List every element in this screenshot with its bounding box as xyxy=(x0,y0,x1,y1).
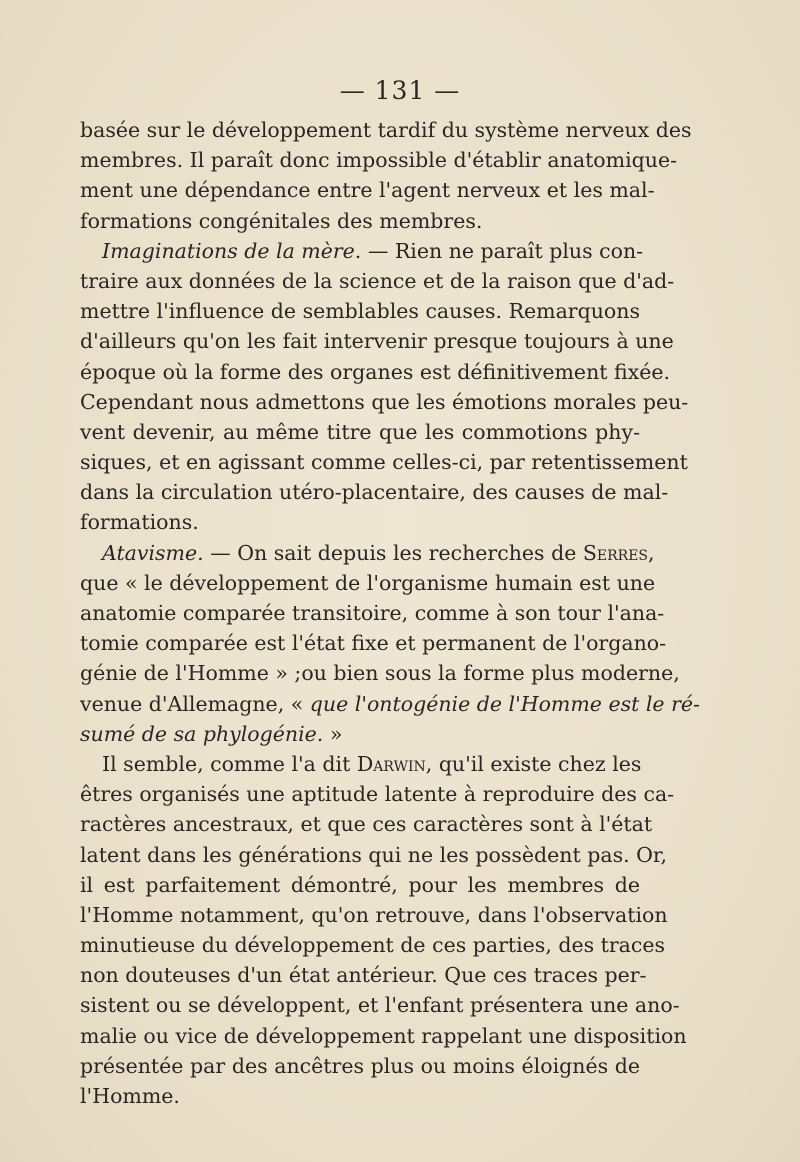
text-line xyxy=(80,900,668,930)
line-italic-lead: Imaginations de la mère. xyxy=(102,238,362,263)
line-text: minutieuse du développement de ces parties, des traces xyxy=(80,933,666,958)
text-line xyxy=(80,990,680,1020)
line-text: membres. Il paraît donc impossible d'établir anatomique- xyxy=(80,148,678,173)
text-line xyxy=(80,809,653,839)
text-line xyxy=(80,175,655,205)
text-line xyxy=(80,749,640,779)
line-smallcaps-mid: Darwin xyxy=(356,751,426,776)
text-line xyxy=(80,357,671,387)
line-text: que « le développement de l'organisme humain est une xyxy=(80,570,656,595)
text-line xyxy=(80,296,640,326)
text-line xyxy=(80,840,667,870)
line-text: non douteuses d'un état antérieur. Que ces traces per- xyxy=(80,963,647,988)
line-text: latent dans les générations qui ne les possèdent pas. Or, xyxy=(80,842,667,867)
line-text: génie de l'Homme » ;ou bien sous la forme plus moderne, xyxy=(80,661,680,686)
line-text: êtres organisés une aptitude latente à reproduire des ca- xyxy=(80,782,675,807)
text-line xyxy=(80,779,675,809)
line-text: l'Homme notamment, qu'on retrouve, dans l'observation xyxy=(80,902,668,927)
text-line xyxy=(80,658,680,688)
line-text: anatomie comparée transitoire, comme à son tour l'ana- xyxy=(80,601,665,625)
text-line xyxy=(80,1021,687,1051)
text-line xyxy=(80,598,665,628)
line-text: — On sait depuis les recherches de xyxy=(203,540,583,565)
text-line xyxy=(80,447,688,477)
line-text: formations congénitales des membres. xyxy=(80,208,483,233)
line-text: époque où la forme des organes est définitivement fixée. xyxy=(80,359,671,384)
line-italic-lead: Atavisme. xyxy=(102,540,204,565)
text-line xyxy=(80,477,669,507)
line-text: siques, et en agissant comme celles-ci, par retentissement xyxy=(80,450,688,475)
line-text: » xyxy=(323,721,343,746)
line-text: ractères ancestraux, et que ces caractères sont à l'état xyxy=(80,812,653,837)
line-text: sistent ou se développent, et l'enfant présentera une ano- xyxy=(80,993,680,1018)
line-text: présentée par des ancêtres plus ou moins éloignés de xyxy=(80,1053,640,1078)
line-text: vent devenir, au même titre que les commotions phy- xyxy=(80,419,640,444)
line-text: venue d'Allemagne, « xyxy=(80,691,310,716)
line-italic-lead: sumé de sa phylogénie. xyxy=(80,721,324,746)
line-text: malie ou vice de développement rappelant une disposition xyxy=(80,1023,687,1048)
text-line xyxy=(80,115,692,145)
text-line xyxy=(80,1051,640,1081)
line-text: ment une dépendance entre l'agent nerveux et les mal- xyxy=(80,178,655,203)
page-number: — 131 — xyxy=(339,76,461,105)
line-italic-tail: que l'ontogénie de l'Homme est le ré- xyxy=(309,691,700,716)
line-text: dans la circulation utéro-placentaire, des causes de mal- xyxy=(80,480,669,505)
line-text-after: , qu'il existe chez les xyxy=(425,751,642,776)
text-line xyxy=(80,568,656,598)
text-line xyxy=(80,719,640,749)
line-text: traire aux données de la science et de la raison que d'ad- xyxy=(80,268,675,293)
line-text: il est parfaitement démontré, pour les membres de xyxy=(80,872,640,897)
text-line xyxy=(80,236,644,266)
line-text: Cependant nous admettons que les émotions morales peu- xyxy=(80,389,689,414)
text-line xyxy=(80,960,647,990)
line-smallcaps-tail: Serres, xyxy=(582,540,655,565)
text-line xyxy=(80,628,667,658)
text-line xyxy=(80,930,666,960)
text-line xyxy=(80,206,640,236)
body-text xyxy=(80,115,700,1111)
line-text: formations. xyxy=(80,510,199,535)
line-text: d'ailleurs qu'on les fait intervenir presque toujours à une xyxy=(80,329,674,354)
text-line xyxy=(80,417,640,447)
text-line xyxy=(80,326,674,356)
line-text: basée sur le développement tardif du système nerveux des xyxy=(80,118,692,142)
text-line xyxy=(80,538,655,568)
line-text: Il semble, comme l'a dit xyxy=(102,751,357,776)
line-text: — Rien ne paraît plus con- xyxy=(361,238,644,263)
line-text: mettre l'influence de semblables causes. Remarquons xyxy=(80,299,640,324)
text-line xyxy=(80,266,675,296)
text-line xyxy=(80,387,689,417)
text-line xyxy=(80,145,678,175)
line-text: l'Homme. xyxy=(80,1084,180,1108)
line-text: tomie comparée est l'état fixe et permanent de l'organo- xyxy=(80,631,667,656)
text-line xyxy=(80,1081,640,1111)
text-line xyxy=(80,507,640,537)
text-line xyxy=(80,870,640,900)
text-line xyxy=(80,689,700,719)
